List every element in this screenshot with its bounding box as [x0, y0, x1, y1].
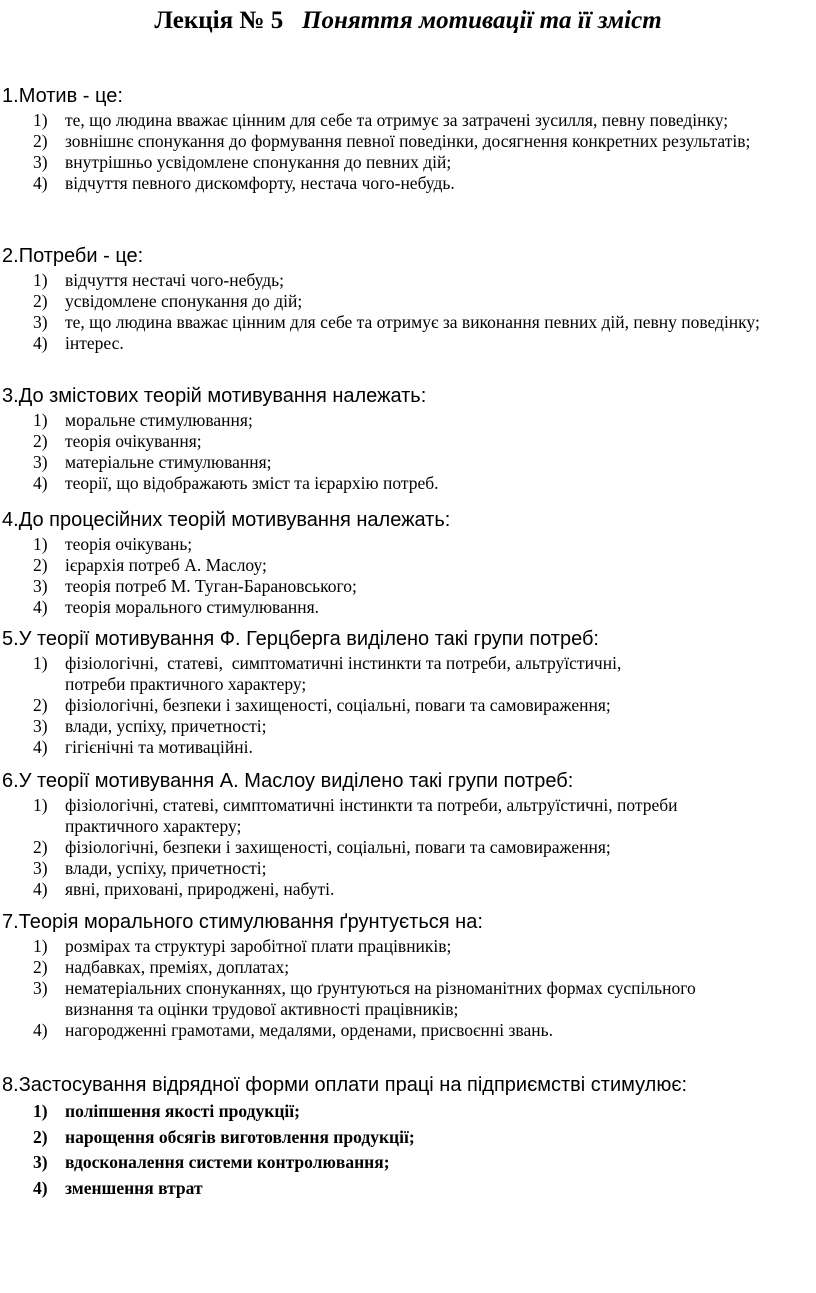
question-heading: [2, 84, 812, 108]
option-text: відчуття певного дискомфорту, нестача чого-небудь.: [65, 173, 455, 193]
option-list: [0, 795, 812, 900]
option-text: нагородженні грамотами, медалями, орденами, присвоєнні звань.: [65, 1020, 553, 1040]
option-list: [0, 270, 812, 354]
option-item: [0, 473, 812, 494]
option-list: [0, 110, 812, 194]
question-7: [0, 910, 812, 1041]
option-number: 4): [33, 879, 48, 899]
option-item: [0, 879, 812, 900]
option-item: [0, 1125, 812, 1151]
option-item: [0, 653, 812, 695]
option-item: [0, 695, 812, 716]
question-6: [0, 769, 812, 900]
option-number: 4): [33, 597, 48, 617]
question-heading: [2, 384, 812, 408]
option-text: ієрархія потреб А. Маслоу;: [65, 555, 267, 575]
option-item: [0, 534, 812, 555]
option-number: 3): [33, 858, 48, 878]
option-item: [0, 452, 812, 473]
option-item: [0, 1020, 812, 1041]
option-item: [0, 131, 812, 152]
option-text: теорія потреб М. Туган-Барановського;: [65, 576, 357, 596]
question-text: Теорія морального стимулювання ґрунтується на:: [18, 911, 483, 933]
option-item: [0, 110, 812, 131]
option-number: 3): [33, 152, 48, 172]
question-number: 4.: [2, 509, 19, 531]
option-item: [0, 152, 812, 173]
option-list: [0, 410, 812, 494]
option-text: фізіологічні, безпеки і захищеності, соціальні, поваги та самовираження;: [65, 695, 611, 715]
option-number: 2): [33, 957, 48, 977]
option-item: [0, 1176, 812, 1202]
option-number: 3): [33, 576, 48, 596]
option-text: внутрішньо усвідомлене спонукання до певних дій;: [65, 152, 452, 172]
option-text: фізіологічні, статеві, симптоматичні інстинкти та потреби, альтруїстичні, потреби практичного характеру;: [65, 795, 678, 836]
question-number: 3.: [2, 385, 19, 407]
option-list: [0, 534, 812, 618]
question-heading: [2, 627, 812, 651]
option-item: [0, 1150, 812, 1176]
option-number: 3): [33, 452, 48, 472]
option-item: [0, 576, 812, 597]
option-text: теорія очікування;: [65, 431, 202, 451]
option-number: 1): [33, 410, 48, 430]
option-item: [0, 858, 812, 879]
lecture-topic: Поняття мотивації та її зміст: [302, 7, 662, 34]
option-number: 1): [33, 270, 48, 290]
question-4: [0, 508, 812, 618]
option-list: [0, 1099, 812, 1201]
question-heading: [2, 1073, 812, 1097]
option-text: надбавках, преміях, доплатах;: [65, 957, 290, 977]
option-text: розмірах та структурі заробітної плати працівників;: [65, 936, 452, 956]
option-number: 2): [33, 1126, 48, 1147]
option-number: 4): [33, 173, 48, 193]
option-number: 2): [33, 695, 48, 715]
question-number: 7.: [2, 911, 19, 933]
option-list: [0, 653, 812, 758]
option-number: 2): [33, 131, 48, 151]
option-number: 1): [33, 110, 48, 130]
option-text: влади, успіху, причетності;: [65, 716, 267, 736]
question-number: 1.: [2, 85, 19, 107]
option-item: [0, 978, 812, 1020]
option-number: 1): [33, 1101, 48, 1121]
option-item: [0, 291, 812, 312]
option-text: зовнішнє спонукання до формування певної поведінки, досягнення конкретних результатів;: [65, 131, 751, 151]
option-text: усвідомлене спонукання до дій;: [65, 291, 303, 311]
option-item: [0, 597, 812, 618]
question-text: Потреби - це:: [18, 245, 144, 267]
option-number: 2): [33, 291, 48, 311]
question-heading: [2, 244, 812, 268]
option-item: [0, 737, 812, 758]
question-heading: [2, 769, 812, 793]
option-item: [0, 936, 812, 957]
option-text: фізіологічні, статеві, симптоматичні інстинкти та потреби, альтруїстичні, потреби практичного характеру;: [65, 653, 626, 694]
option-list: [0, 936, 812, 1041]
option-text: моральне стимулювання;: [65, 410, 253, 430]
question-number: 5.: [2, 628, 19, 650]
question-number: 6.: [2, 770, 19, 792]
question-number: 8.: [2, 1074, 19, 1096]
lecture-number: Лекція № 5: [154, 7, 284, 34]
option-number: 3): [33, 978, 48, 998]
option-item: [0, 410, 812, 431]
question-text: У теорії мотивування Ф. Герцберга виділено такі групи потреб:: [18, 628, 599, 650]
option-text: гігієнічні та мотиваційні.: [65, 737, 253, 757]
question-text: До змістових теорій мотивування належать:: [18, 385, 427, 407]
option-item: [0, 837, 812, 858]
question-text: Мотив - це:: [18, 85, 123, 107]
option-text: нематеріальних спонуканнях, що ґрунтуються на різноманітних формах суспільного визнання та оцінки трудової активності працівників;: [65, 978, 696, 1019]
question-heading: [2, 910, 812, 934]
question-text: До процесійних теорій мотивування належать:: [18, 509, 451, 531]
option-text: фізіологічні, безпеки і захищеності, соціальні, поваги та самовираження;: [65, 837, 611, 857]
lecture-title: [0, 6, 816, 36]
option-number: 4): [33, 1020, 48, 1040]
option-item: [0, 431, 812, 452]
option-number: 1): [33, 653, 48, 673]
option-item: [0, 555, 812, 576]
option-item: [0, 795, 812, 837]
option-item: [0, 173, 812, 194]
option-number: 4): [33, 473, 48, 493]
option-text: те, що людина вважає цінним для себе та отримує за виконання певних дій, певну поведінку;: [65, 312, 760, 332]
option-number: 3): [33, 716, 48, 736]
option-number: 3): [33, 312, 48, 332]
option-item: [0, 270, 812, 291]
question-3: [0, 384, 812, 494]
option-number: 1): [33, 534, 48, 554]
option-text: зменшення втрат: [65, 1177, 203, 1198]
option-number: 2): [33, 431, 48, 451]
option-item: [0, 333, 812, 354]
option-number: 4): [33, 333, 48, 353]
question-8: [0, 1073, 812, 1201]
option-text: явні, приховані, природжені, набуті.: [65, 879, 335, 899]
option-number: 1): [33, 795, 48, 815]
option-text: поліпшення якості продукції;: [65, 1101, 300, 1121]
question-heading: [2, 508, 812, 532]
question-text: У теорії мотивування А. Маслоу виділено такі групи потреб:: [18, 770, 574, 792]
option-number: 4): [33, 737, 48, 757]
option-text: те, що людина вважає цінним для себе та отримує за затрачені зусилля, певну поведінку;: [65, 110, 729, 130]
option-text: нарощення обсягів виготовлення продукції;: [65, 1126, 415, 1147]
question-number: 2.: [2, 245, 19, 267]
option-item: [0, 716, 812, 737]
option-number: 2): [33, 555, 48, 575]
question-1: [0, 84, 812, 194]
option-item: [0, 312, 812, 333]
option-item: [0, 957, 812, 978]
option-number: 3): [33, 1152, 48, 1172]
option-number: 1): [33, 936, 48, 956]
option-text: інтерес.: [65, 333, 124, 353]
question-text: Застосування відрядної форми оплати праці на підприємстві стимулює:: [18, 1074, 688, 1096]
option-text: відчуття нестачі чого-небудь;: [65, 270, 285, 290]
question-5: [0, 627, 812, 758]
option-text: теорії, що відображають зміст та ієрархію потреб.: [65, 473, 439, 493]
option-text: влади, успіху, причетності;: [65, 858, 267, 878]
option-text: теорія очікувань;: [65, 534, 193, 554]
question-2: [0, 244, 812, 354]
option-number: 4): [33, 1177, 48, 1198]
option-text: вдосконалення системи контролювання;: [65, 1152, 390, 1172]
option-number: 2): [33, 837, 48, 857]
option-item: [0, 1099, 812, 1125]
option-text: матеріальне стимулювання;: [65, 452, 272, 472]
option-text: теорія морального стимулювання.: [65, 597, 319, 617]
